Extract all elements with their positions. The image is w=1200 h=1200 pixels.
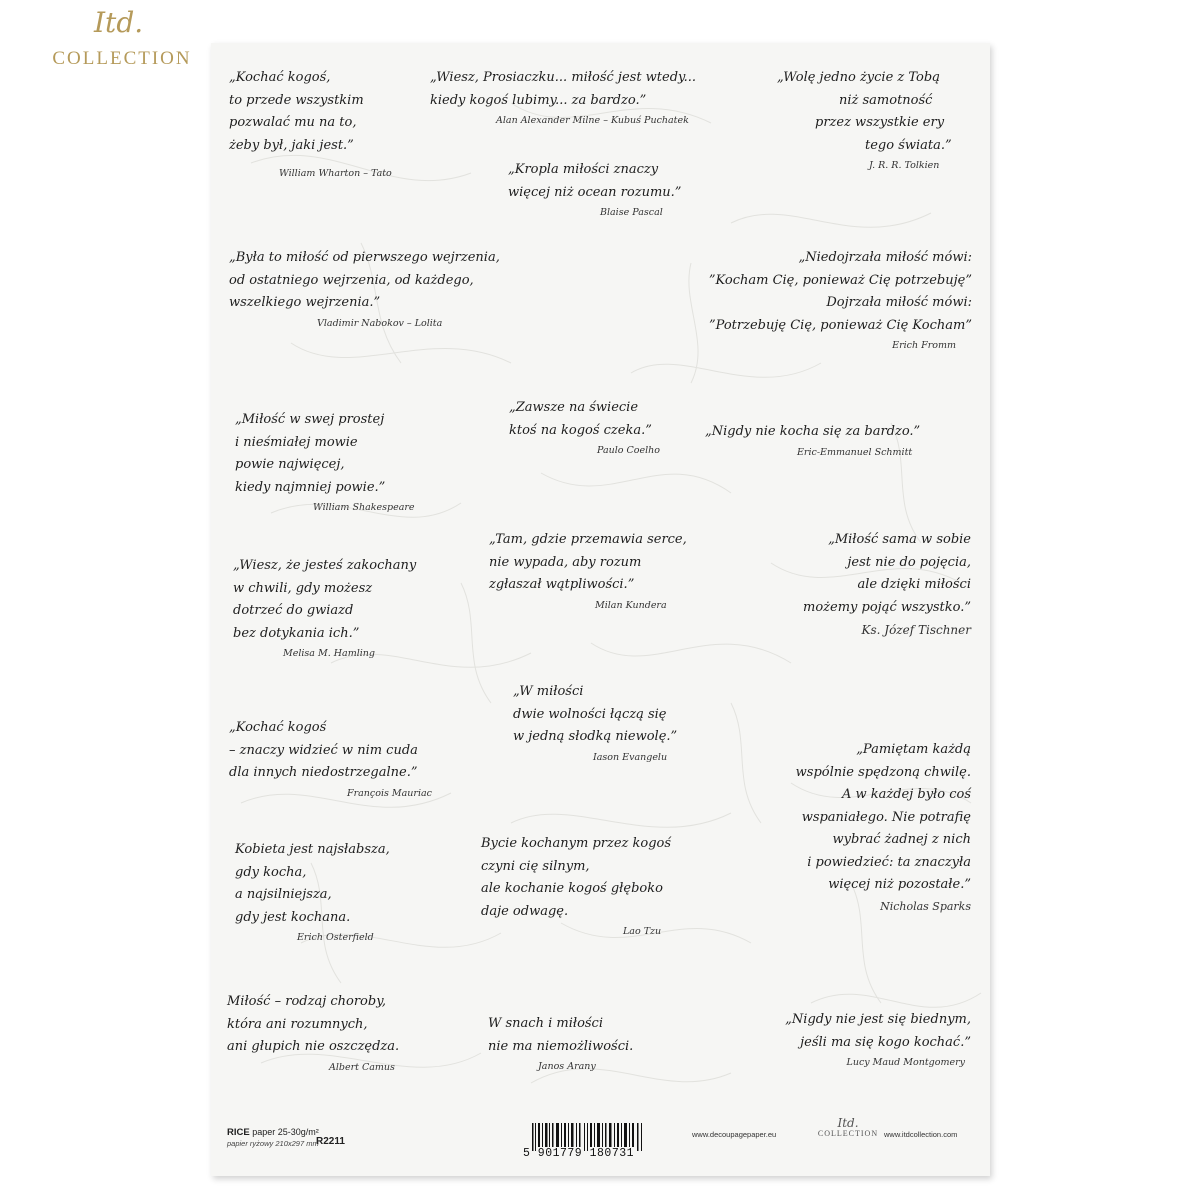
- quote-author: Janos Arany: [538, 1061, 596, 1072]
- quote-line: „Miłość w swej prostej: [235, 412, 385, 427]
- quote-line: nie ma niemożliwości.: [488, 1038, 634, 1054]
- quote-shakespeare: [235, 409, 415, 517]
- quote-line: więcej niż pozostałe.”: [828, 877, 971, 892]
- quote-author: William Wharton – Tato: [279, 168, 392, 179]
- barcode-number: 5 901779 180731: [523, 1147, 635, 1160]
- quote-line: „Była to miłość od pierwszego wejrzenia,: [229, 250, 500, 265]
- quote-line: nie wypada, aby rozum: [489, 554, 642, 570]
- quote-line: kiedy kogoś lubimy... za bardzo.”: [430, 92, 647, 108]
- quote-line: i powiedzieć: ta znaczyła: [807, 854, 971, 870]
- quote-tischner: [759, 529, 971, 641]
- quote-line: więcej niż ocean rozumu.”: [508, 184, 682, 200]
- quote-line: ale dzięki miłości: [857, 577, 971, 592]
- quote-tolkien: [777, 67, 952, 175]
- quote-line: od ostatniego wejrzenia, od każdego,: [229, 272, 474, 288]
- quote-line: „Wiesz, że jesteś zakochany: [233, 558, 417, 573]
- quote-kundera: [489, 529, 687, 615]
- quote-line: wspaniałego. Nie potrafię: [801, 809, 971, 825]
- quote-pascal: [508, 159, 681, 222]
- quote-line: niż samotność: [839, 92, 933, 108]
- quote-lao-tzu: [481, 833, 671, 941]
- quote-coelho: [509, 397, 660, 460]
- quote-line: dla innych niedostrzegalne.”: [229, 765, 418, 780]
- website-link-itd[interactable]: www.itdcollection.com: [884, 1130, 958, 1139]
- quote-line: Miłość – rodzaj choroby,: [227, 994, 386, 1009]
- quote-line: w chwili, gdy możesz: [233, 580, 373, 596]
- quote-line: w jedną słodką niewolę.”: [513, 729, 678, 744]
- quote-line: dotrzeć do gwiazd: [233, 603, 354, 618]
- paper-spec-text: paper 25-30g/m²: [249, 1127, 319, 1137]
- quote-line: „Zawsze na świecie: [509, 400, 639, 415]
- quote-line: „Kochać kogoś,: [229, 70, 331, 85]
- quote-line: wspólnie spędzoną chwilę.: [795, 764, 971, 780]
- quote-line: Kobieta jest najsłabsza,: [235, 842, 390, 857]
- quote-line: „Wolę jedno życie z Tobą: [777, 70, 940, 85]
- quote-nabokov: [229, 247, 500, 333]
- quote-line: – znaczy widzieć w nim cuda: [229, 742, 418, 758]
- quote-author: Melisa M. Hamling: [283, 648, 375, 659]
- quote-schmitt: [705, 421, 920, 462]
- quote-line: zgłaszał wątpliwości.”: [489, 577, 635, 592]
- quote-line: bez dotykania ich.”: [233, 625, 360, 641]
- quote-line: daje odwagę.: [481, 903, 569, 919]
- quote-line: ale kochanie kogoś głęboko: [481, 881, 663, 896]
- quote-line: „Nigdy nie jest się biednym,: [785, 1012, 971, 1027]
- quote-author: Milan Kundera: [595, 599, 667, 611]
- quote-line: ”Potrzebuję Cię, ponieważ Cię Kocham”: [708, 317, 972, 333]
- quote-line: ani głupich nie oszczędza.: [227, 1039, 400, 1054]
- quote-line: „Tam, gdzie przemawia serce,: [489, 532, 687, 547]
- quote-line: „Pamiętam każdą: [856, 742, 971, 757]
- quote-line: przez wszystkie ery: [815, 115, 945, 130]
- quote-line: powie najwięcej,: [235, 457, 345, 472]
- quote-line: wszelkiego wejrzenia.”: [229, 295, 381, 310]
- quote-author: Ks. Józef Tischner: [861, 623, 971, 637]
- rice-paper-sheet: [211, 43, 990, 1176]
- quote-line: wybrać żadnej z nich: [832, 832, 971, 847]
- quote-author: Paulo Coelho: [597, 445, 661, 456]
- footer-logo: [813, 1117, 883, 1143]
- quote-line: „Kochać kogoś: [229, 720, 327, 735]
- quote-line: dwie wolności łączą się: [513, 706, 667, 722]
- paper-spec: [227, 1127, 319, 1148]
- quote-wharton: [229, 67, 392, 183]
- quote-line: „Miłość sama w sobie: [828, 532, 971, 547]
- quote-line: A w każdej było coś: [841, 787, 971, 802]
- quote-author: Nicholas Sparks: [880, 899, 971, 913]
- quote-author: Albert Camus: [329, 1061, 395, 1073]
- quote-author: Vladimir Nabokov – Lolita: [317, 317, 443, 329]
- quote-author: François Mauriac: [347, 787, 432, 799]
- quote-line: Bycie kochanym przez kogoś: [481, 836, 672, 851]
- quote-line: a najsilniejsza,: [235, 887, 332, 902]
- logo-wordmark: COLLECTION: [52, 48, 192, 69]
- brand-logo: [22, 6, 222, 74]
- quote-line: czyni cię silnym,: [481, 858, 590, 874]
- quote-author: Alan Alexander Milne – Kubuś Puchatek: [496, 115, 689, 126]
- quote-hamling: [233, 555, 416, 663]
- quote-author: Blaise Pascal: [600, 207, 663, 218]
- quote-line: to przede wszystkim: [229, 92, 364, 108]
- quote-author: Lucy Maud Montgomery: [846, 1057, 965, 1068]
- quote-line: „Nigdy nie kocha się za bardzo.”: [705, 424, 921, 439]
- quote-line: „Kropla miłości znaczy: [508, 162, 659, 177]
- quote-line: Dojrzała miłość mówi:: [826, 295, 972, 310]
- quote-montgomery: [739, 1009, 971, 1072]
- paper-spec-bold: RICE: [227, 1127, 250, 1138]
- quote-line: która ani rozumnych,: [227, 1016, 368, 1032]
- quote-author: Lao Tzu: [623, 926, 662, 937]
- quote-line: tego świata.”: [865, 137, 952, 153]
- quote-author: William Shakespeare: [313, 502, 415, 513]
- quote-author: Erich Fromm: [892, 340, 956, 351]
- quote-line: ”Kocham Cię, ponieważ Cię potrzebuję”: [708, 272, 972, 288]
- quote-milne: [430, 67, 696, 130]
- quote-author: Eric-Emmanuel Schmitt: [797, 446, 913, 458]
- quote-line: jest nie do pojęcia,: [847, 554, 971, 570]
- footer-logo-script: Itd.: [837, 1116, 859, 1130]
- quote-arany: [488, 1013, 633, 1076]
- quote-evangelu: [513, 681, 677, 767]
- quote-line: i nieśmiałej mowie: [235, 434, 358, 450]
- quote-line: „Wiesz, Prosiaczku... miłość jest wtedy...: [430, 70, 697, 85]
- quote-line: ktoś na kogoś czeka.”: [509, 422, 652, 438]
- quote-line: pozwalać mu na to,: [229, 115, 357, 130]
- quote-sparks: [751, 739, 971, 917]
- quote-osterfield: [235, 839, 390, 947]
- sheet-footer: [211, 1116, 990, 1176]
- quote-camus: [227, 991, 399, 1077]
- quote-author: Iason Evangelu: [593, 751, 668, 763]
- quote-line: W snach i miłości: [488, 1016, 604, 1031]
- quote-line: żeby był, jaki jest.”: [229, 137, 354, 153]
- quote-line: jeśli ma się kogo kochać.”: [800, 1034, 971, 1050]
- quote-author: Erich Osterfield: [297, 932, 374, 943]
- footer-logo-word: COLLECTION: [817, 1129, 879, 1138]
- product-code: R2211: [316, 1136, 345, 1147]
- quote-line: „W miłości: [513, 684, 584, 699]
- quote-line: możemy pojąć wszystko.”: [803, 599, 971, 615]
- quote-mauriac: [229, 717, 432, 803]
- logo-script: Itd.: [94, 6, 144, 39]
- quote-line: kiedy najmniej powie.”: [235, 479, 386, 495]
- paper-spec-sub: papier ryżowy 210x297 mm: [227, 1139, 319, 1148]
- quote-line: gdy jest kochana.: [235, 909, 351, 925]
- quote-fromm: [654, 247, 972, 355]
- quote-author: J. R. R. Tolkien: [869, 160, 940, 171]
- website-link-decoupage[interactable]: www.decoupagepaper.eu: [692, 1130, 777, 1139]
- quote-line: „Niedojrzała miłość mówi:: [798, 250, 972, 265]
- quote-line: gdy kocha,: [235, 864, 307, 880]
